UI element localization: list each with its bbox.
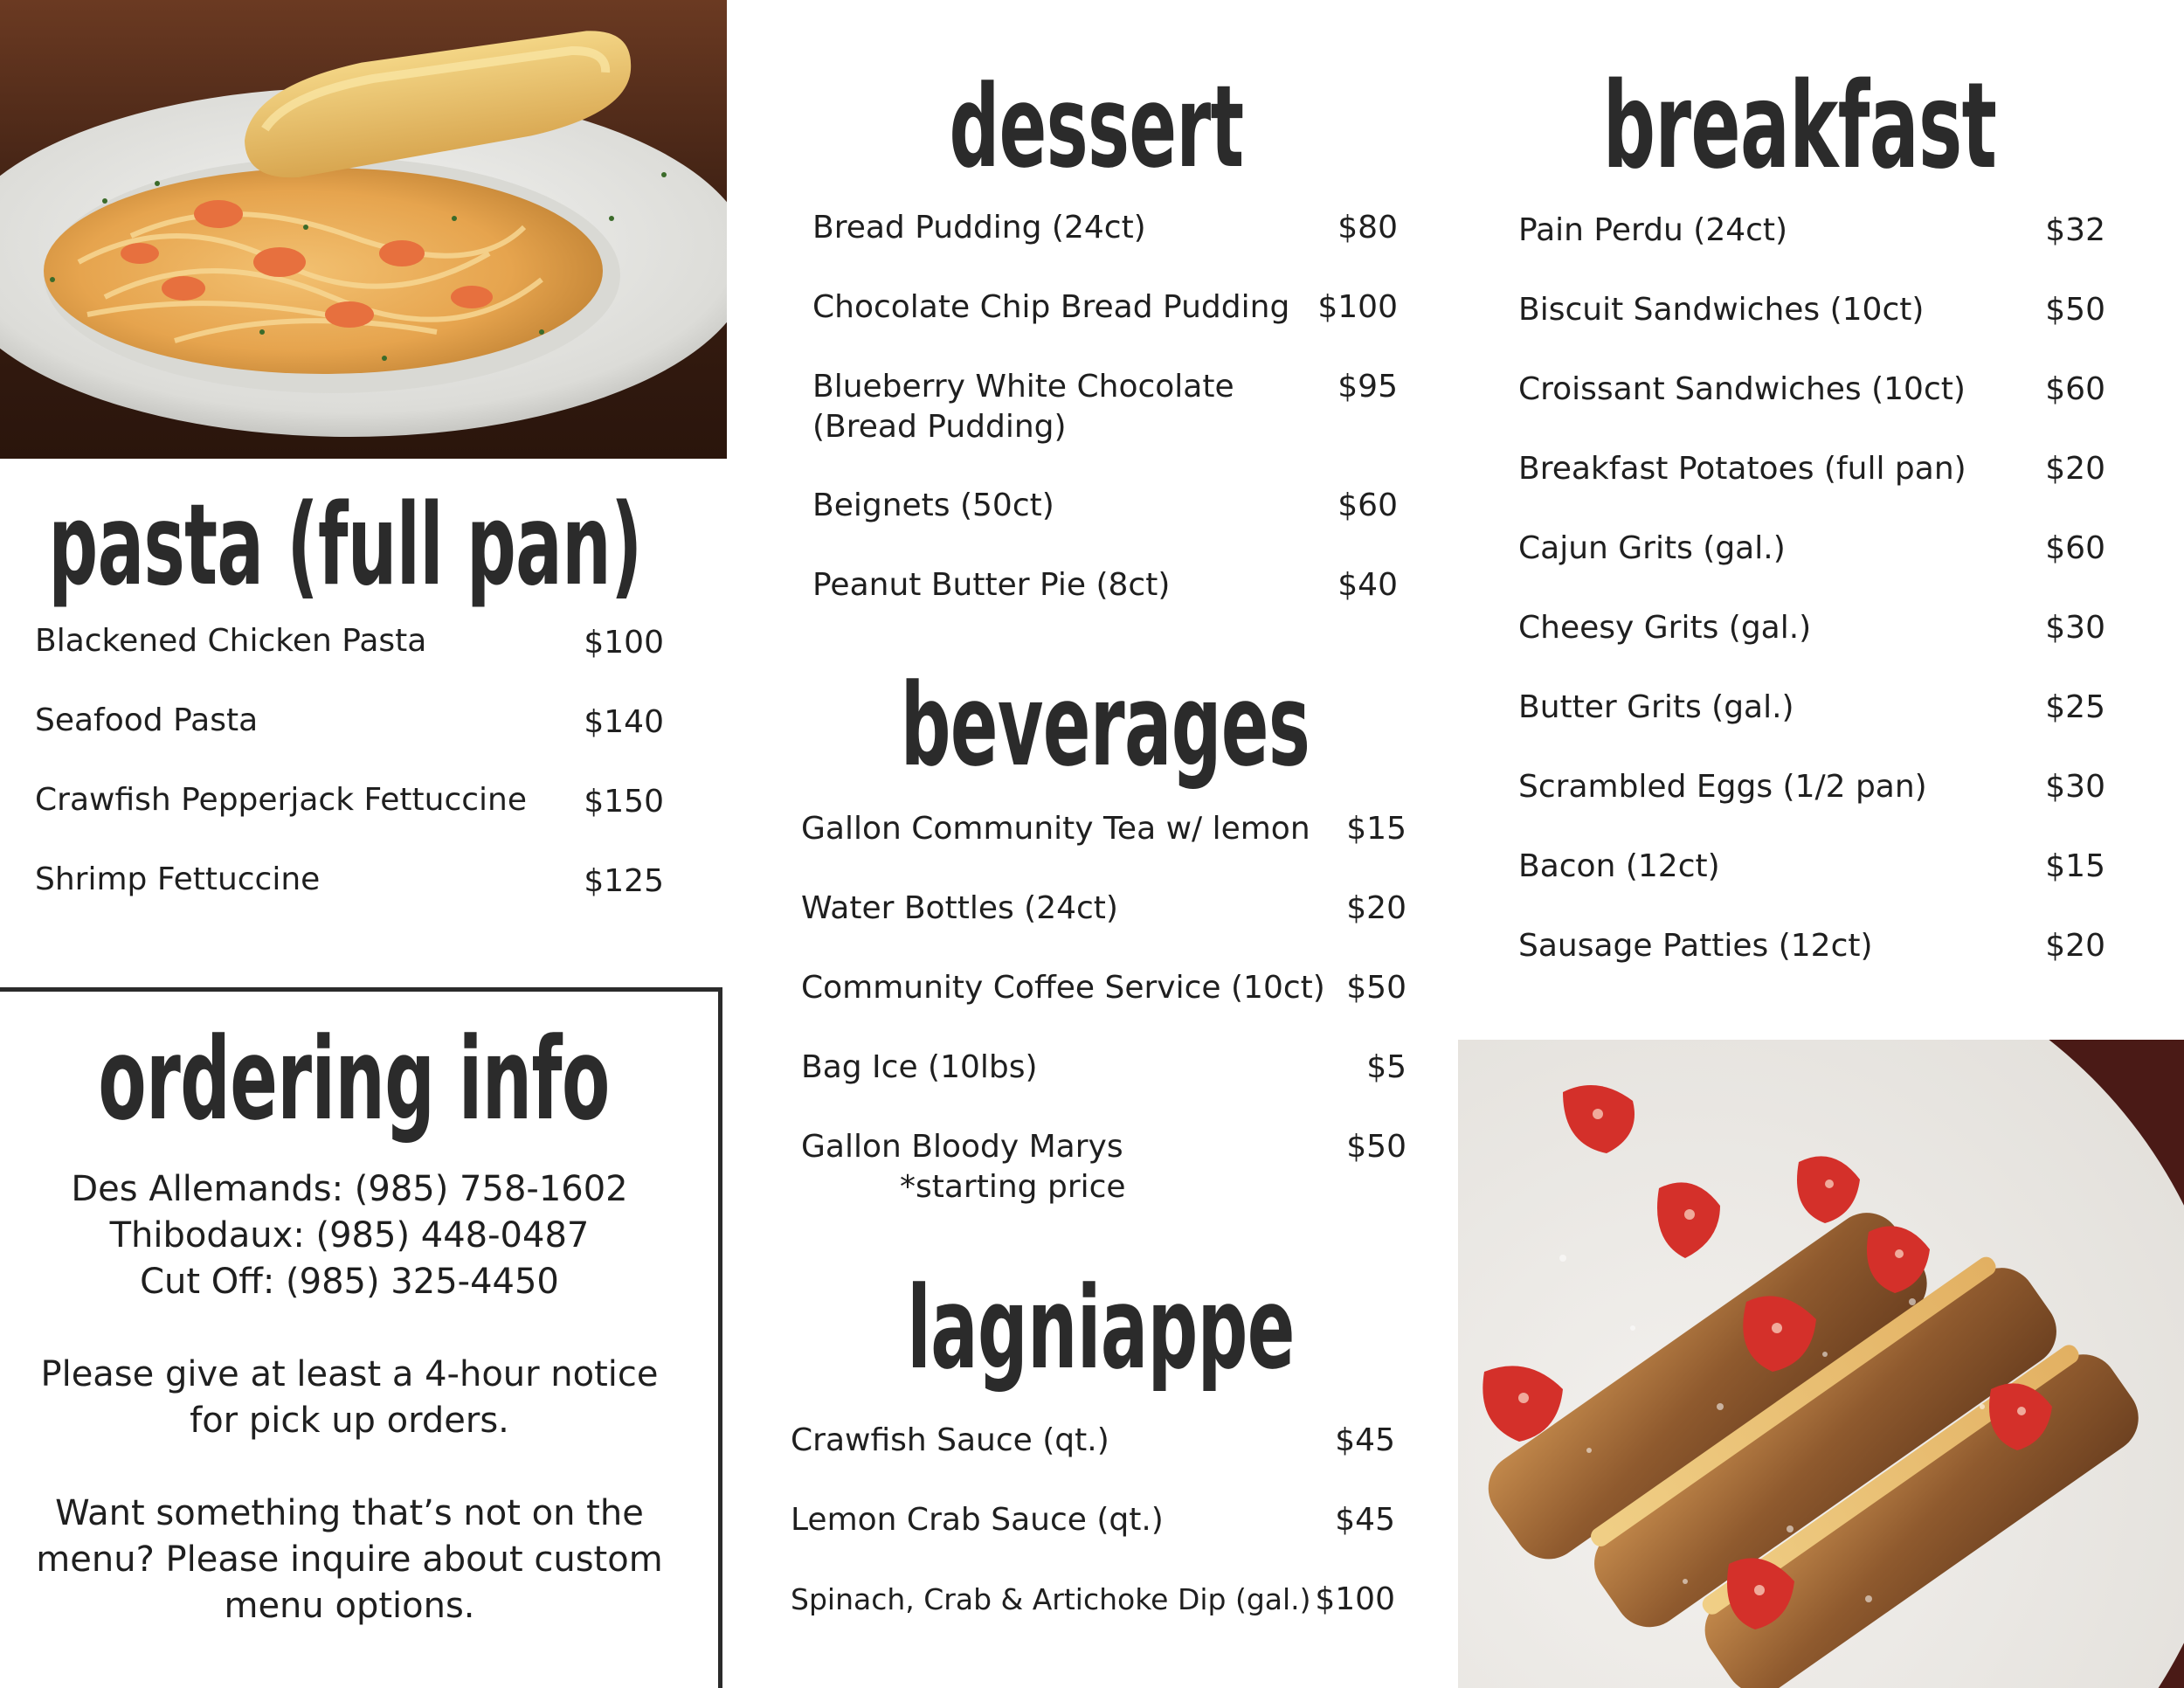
list-item: Biscuit Sandwiches (10ct) — [1518, 292, 1925, 328]
ordering-info-box — [0, 987, 722, 1688]
ordering-info-heading: ordering info — [98, 1013, 610, 1145]
item-price: $45 — [1335, 1422, 1395, 1458]
item-price: $50 — [1346, 1129, 1406, 1165]
custom-menu-text: Want something that’s not on the — [55, 1493, 644, 1533]
item-price: $30 — [2045, 769, 2105, 805]
list-item: Beignets (50ct) — [812, 488, 1054, 523]
list-item: Spinach, Crab & Artichoke Dip (gal.) — [791, 1582, 1311, 1616]
list-item: Gallon Bloody Marys — [801, 1129, 1123, 1165]
item-price: $100 — [584, 625, 664, 661]
item-price: $45 — [1335, 1502, 1395, 1538]
item-price: $150 — [584, 784, 664, 820]
item-price: $100 — [1317, 289, 1398, 325]
item-price: $50 — [1346, 970, 1406, 1006]
list-item-subline: *starting price — [900, 1169, 1126, 1205]
list-item: Sausage Patties (12ct) — [1518, 928, 1873, 964]
item-price: $30 — [2045, 610, 2105, 646]
list-item: Croissant Sandwiches (10ct) — [1518, 371, 1966, 407]
list-item: Water Bottles (24ct) — [801, 890, 1118, 926]
list-item-subline: (Bread Pudding) — [812, 409, 1067, 445]
list-item: Cheesy Grits (gal.) — [1518, 610, 1812, 646]
lagniappe-heading: lagniappe — [907, 1262, 1295, 1394]
list-item: Bread Pudding (24ct) — [812, 210, 1146, 246]
list-item: Crawfish Pepperjack Fettuccine — [35, 782, 527, 818]
list-item: Cajun Grits (gal.) — [1518, 530, 1786, 566]
phone-cut-off: Cut Off: (985) 325-4450 — [140, 1262, 559, 1302]
custom-menu-text: menu options. — [224, 1586, 475, 1626]
item-price: $5 — [1366, 1049, 1406, 1085]
item-price: $40 — [1337, 567, 1398, 603]
pasta-heading: pasta (full pan) — [48, 481, 642, 611]
list-item: Bag Ice (10lbs) — [801, 1049, 1038, 1085]
item-price: $60 — [2045, 371, 2105, 407]
item-price: $15 — [1346, 811, 1406, 847]
list-item: Butter Grits (gal.) — [1518, 689, 1794, 725]
item-price: $20 — [2045, 928, 2105, 964]
item-price: $20 — [2045, 451, 2105, 487]
beverages-heading: beverages — [900, 659, 1310, 792]
french-toast-photo — [1458, 1040, 2184, 1688]
phone-thibodaux: Thibodaux: (985) 448-0487 — [109, 1215, 590, 1256]
breakfast-heading: breakfast — [1602, 58, 1997, 196]
item-price: $15 — [2045, 848, 2105, 884]
list-item: Bacon (12ct) — [1518, 848, 1720, 884]
item-price: $100 — [1315, 1581, 1395, 1617]
item-price: $125 — [584, 863, 664, 899]
pasta-dish-photo — [0, 0, 727, 459]
item-price: $95 — [1337, 369, 1398, 405]
list-item: Seafood Pasta — [35, 702, 259, 738]
list-item: Community Coffee Service (10ct) — [801, 970, 1325, 1006]
list-item: Pain Perdu (24ct) — [1518, 212, 1788, 248]
custom-menu-text: menu? Please inquire about custom — [36, 1539, 663, 1580]
list-item: Blueberry White Chocolate — [812, 369, 1234, 405]
item-price: $25 — [2045, 689, 2105, 725]
list-item: Chocolate Chip Bread Pudding — [812, 289, 1290, 325]
item-price: $140 — [584, 704, 664, 740]
list-item: Blackened Chicken Pasta — [35, 623, 427, 659]
item-price: $50 — [2045, 292, 2105, 328]
phone-des-allemands: Des Allemands: (985) 758-1602 — [71, 1169, 628, 1209]
notice-text: Please give at least a 4-hour notice — [40, 1354, 659, 1394]
list-item: Scrambled Eggs (1/2 pan) — [1518, 769, 1927, 805]
list-item: Lemon Crab Sauce (qt.) — [791, 1502, 1164, 1538]
notice-text: for pick up orders. — [190, 1401, 509, 1441]
item-price: $20 — [1346, 890, 1406, 926]
dessert-heading: dessert — [949, 60, 1244, 193]
list-item: Breakfast Potatoes (full pan) — [1518, 451, 1966, 487]
list-item: Peanut Butter Pie (8ct) — [812, 567, 1171, 603]
list-item: Crawfish Sauce (qt.) — [791, 1422, 1109, 1458]
list-item: Gallon Community Tea w/ lemon — [801, 811, 1310, 847]
item-price: $32 — [2045, 212, 2105, 248]
item-price: $60 — [2045, 530, 2105, 566]
list-item: Shrimp Fettuccine — [35, 861, 321, 897]
item-price: $80 — [1337, 210, 1398, 246]
item-price: $60 — [1337, 488, 1398, 523]
